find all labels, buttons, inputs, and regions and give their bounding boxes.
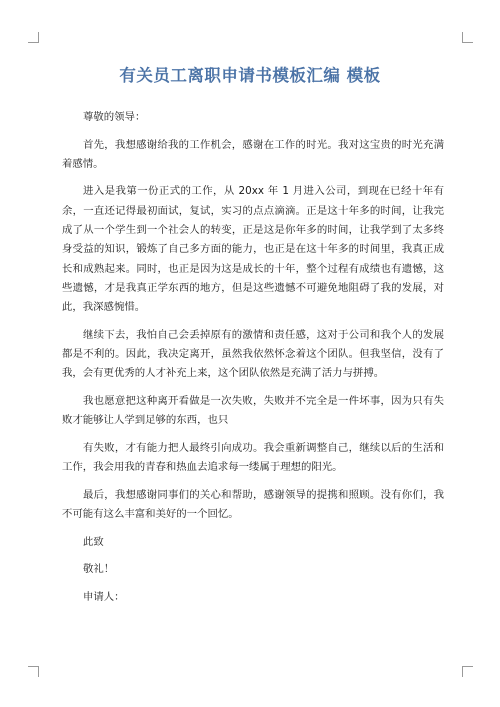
regards: 敬礼！	[83, 563, 115, 576]
crop-mark-top-right	[462, 32, 473, 43]
crop-mark-bottom-left	[28, 666, 39, 677]
paragraph: 我也愿意把这种离开看做是一次失败，失败并不完全是一件坏事，因为只有失败才能够让人学到足够的东西，也只	[62, 395, 444, 427]
salutation: 尊敬的领导：	[83, 111, 146, 123]
paragraph: 最后，我想感谢同事们的关心和帮助，感谢领导的提携和照顾。没有你们，我不可能有这么丰富和美好的一个回忆。	[62, 488, 444, 521]
document-title: 有关员工离职申请书模板汇编 模板	[119, 66, 381, 85]
document-body	[62, 108, 444, 607]
paragraph: 有失败，才有能力把人最终引向成功。我会重新调整自己，继续以后的生活和工作，我会用我的青春和热血去追求每一缕属于理想的阳光。	[62, 441, 444, 474]
paragraph: 进入是我第一份正式的工作，从 20xx 年 1 月进入公司，到现在已经十年有余，一直还记得最初面试，复试，实习的点点滴滴。正是这十年多的时间，让我完成了从一个学生到一个社会人的转变，正是这是你年多的时间，让我学到了太多终身受益的知识，锻炼了自己多方面的能力，也正是在这十年多的时间里，我真正成长和成熟起来。同时，也正是因为这是成长的十年，整个过程有成绩也有遗憾，这些遗憾，才是我真正学东西的地方，但是这些遗憾不可避免地阻碍了我的发展，对此，我深感惋惜。	[62, 185, 444, 314]
crop-mark-top-left	[28, 32, 39, 43]
crop-mark-bottom-right	[462, 666, 473, 677]
closing: 此致	[83, 535, 104, 548]
paragraph: 首先，我想感谢给我的工作机会，感谢在工作的时光。我对这宝贵的时光充满着感情。	[62, 138, 444, 170]
applicant-signature-line: 申请人：	[83, 590, 125, 603]
paragraph: 继续下去，我怕自己会丢掉原有的激情和责任感，这对于公司和我个人的发展都是不利的。因此，我决定离开，虽然我依然怀念着这个团队。但我坚信，没有了我，会有更优秀的人才补充上来，这个团队依然是充满了活力与拼搏。	[62, 328, 444, 380]
